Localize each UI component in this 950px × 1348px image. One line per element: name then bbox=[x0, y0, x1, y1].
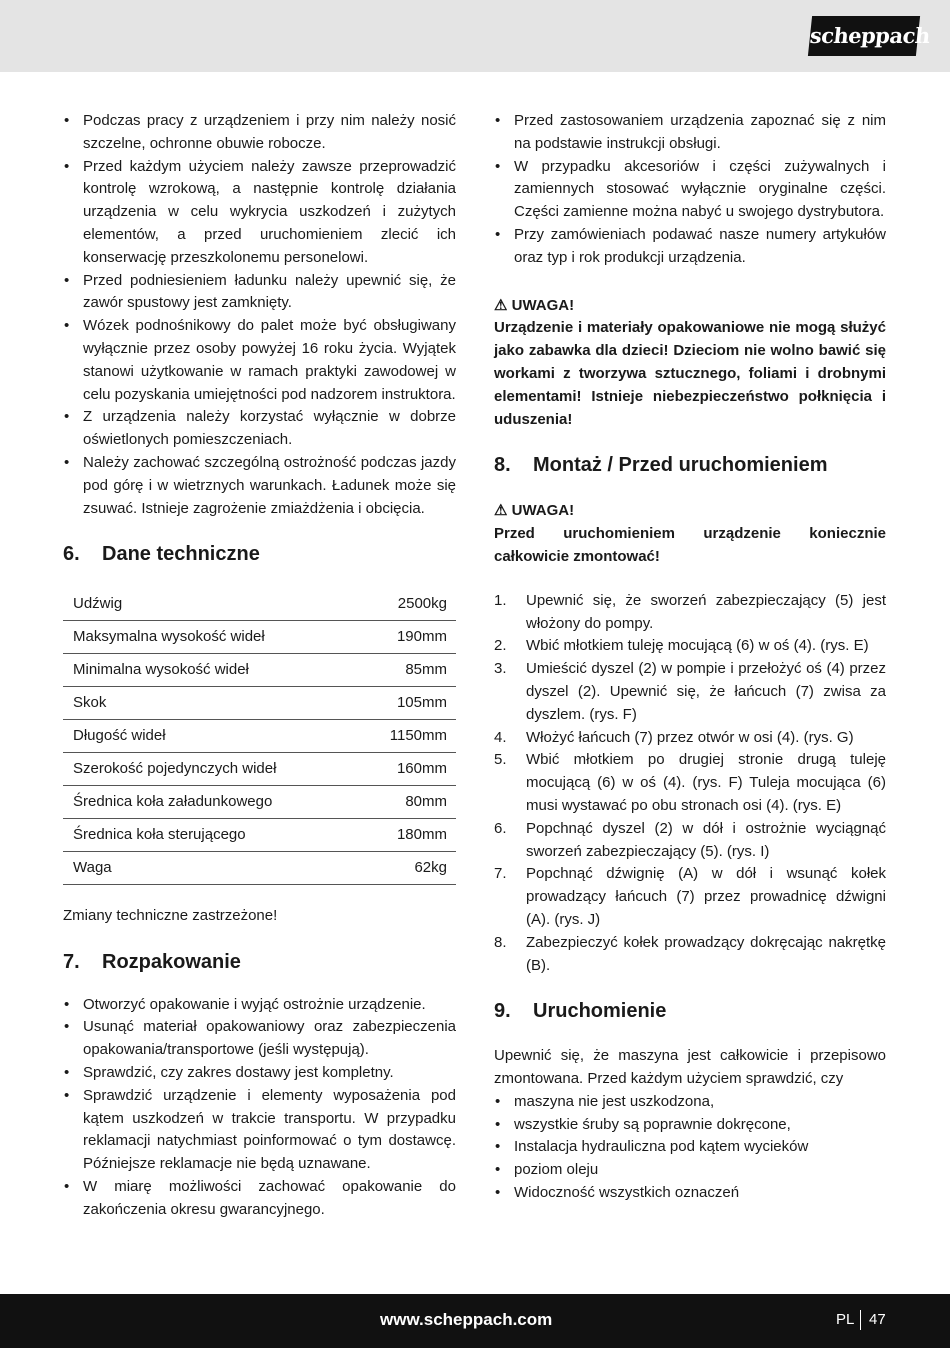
assembly-steps-list bbox=[494, 590, 886, 978]
spec-value: 1150mm bbox=[363, 719, 456, 752]
step-text: Wbić młotkiem tuleję mocującą (6) w oś (4). (rys. E) bbox=[526, 637, 869, 655]
spec-label: Średnica koła sterującego bbox=[63, 818, 363, 851]
table-row bbox=[63, 752, 456, 785]
step-text: Umieścić dyszel (2) w pompie i przełożyć oś (4) przez dyszel (2). Upewnić się, że łańcuch (7) zwisa za dyszlem. (rys. F) bbox=[526, 660, 886, 723]
technical-changes-note: Zmiany techniczne zastrzeżone! bbox=[63, 906, 278, 924]
step-number: 4. bbox=[494, 728, 507, 746]
section-title: Dane techniczne bbox=[102, 543, 260, 566]
table-row bbox=[63, 851, 456, 884]
table-row bbox=[63, 653, 456, 686]
list-item bbox=[494, 590, 886, 636]
language-code: PL bbox=[836, 1311, 855, 1328]
step-text: Popchnąć dźwignię (A) w dół i wsunąć kołek prowadzący łańcuch (7) przez prowadnicę dźwigni (A). (rys. J) bbox=[526, 865, 886, 928]
section-8-heading bbox=[494, 452, 886, 478]
step-text: Popchnąć dyszel (2) w dół i ostrożnie wyciągnąć sworzeń zabezpieczający (5). (rys. I) bbox=[526, 819, 886, 860]
warning-triangle-icon: ⚠ bbox=[494, 502, 508, 520]
list-item: • Sprawdzić, czy zakres dostawy jest kompletny. bbox=[63, 1062, 456, 1085]
spec-label: Udźwig bbox=[63, 587, 363, 620]
assembly-warning bbox=[494, 500, 886, 568]
header-bar bbox=[0, 0, 950, 72]
safety-bullets-list bbox=[63, 110, 456, 520]
table-row bbox=[63, 587, 456, 620]
spec-value: 85mm bbox=[363, 653, 456, 686]
spec-label: Szerokość pojedynczych wideł bbox=[63, 752, 363, 785]
list-item: • Przy zamówieniach podawać nasze numery artykułów oraz typ i rok produkcji urządzenia. bbox=[494, 224, 886, 270]
table-row bbox=[63, 785, 456, 818]
spec-value: 190mm bbox=[363, 620, 456, 653]
spec-label: Minimalna wysokość wideł bbox=[63, 653, 363, 686]
warning-heading bbox=[494, 500, 886, 523]
section-number: 9. bbox=[494, 1000, 511, 1023]
list-item: • Instalacja hydrauliczna pod kątem wycieków bbox=[494, 1136, 886, 1159]
list-item bbox=[494, 749, 886, 817]
packaging-warning bbox=[494, 295, 886, 432]
warning-label: UWAGA! bbox=[511, 502, 575, 520]
list-item bbox=[494, 932, 886, 978]
list-item: • Przed zastosowaniem urządzenia zapoznać się z nim na podstawie instrukcji obsługi. bbox=[494, 110, 886, 156]
unpacking-list bbox=[63, 994, 456, 1222]
instruction-bullets-list bbox=[494, 110, 886, 270]
spec-value: 62kg bbox=[363, 851, 456, 884]
section-9-heading bbox=[494, 998, 886, 1024]
footer-divider bbox=[860, 1310, 861, 1330]
list-item: • Przed podniesieniem ładunku należy upewnić się, że zawór spustowy jest zamknięty. bbox=[63, 270, 456, 316]
list-item: • Wózek podnośnikowy do palet może być obsługiwany wyłącznie przez osoby powyżej 16 roku życia. Wyjątek stanowi użytkowanie w ramach praktyki zawodowej w celu pozyskania umiejętności pod nadzorem instruktora. bbox=[63, 315, 456, 406]
spec-value: 105mm bbox=[363, 686, 456, 719]
step-number: 7. bbox=[494, 865, 507, 883]
section-title: Montaż / Przed uruchomieniem bbox=[533, 454, 828, 477]
spec-label: Maksymalna wysokość wideł bbox=[63, 620, 363, 653]
list-item bbox=[494, 635, 886, 658]
spec-label: Długość wideł bbox=[63, 719, 363, 752]
step-number: 6. bbox=[494, 819, 507, 837]
spec-value: 80mm bbox=[363, 785, 456, 818]
section-number: 8. bbox=[494, 454, 511, 477]
step-number: 2. bbox=[494, 637, 507, 655]
table-row bbox=[63, 686, 456, 719]
startup-checklist bbox=[494, 1091, 886, 1205]
section-title: Rozpakowanie bbox=[102, 950, 241, 973]
list-item bbox=[494, 658, 886, 726]
list-item: • wszystkie śruby są poprawnie dokręcone, bbox=[494, 1114, 886, 1137]
list-item bbox=[494, 818, 886, 864]
warning-text: Przed uruchomieniem urządzenie koniecznie całkowicie zmontować! bbox=[494, 525, 886, 565]
spec-value: 160mm bbox=[363, 752, 456, 785]
section-number: 7. bbox=[63, 950, 80, 973]
spec-label: Średnica koła załadunkowego bbox=[63, 785, 363, 818]
list-item: • Z urządzenia należy korzystać wyłącznie w dobrze oświetlonych pomieszczeniach. bbox=[63, 406, 456, 452]
scheppach-logo: scheppach bbox=[808, 16, 920, 56]
step-number: 1. bbox=[494, 591, 507, 609]
step-text: Wbić młotkiem po drugiej stronie drugą tuleję mocującą (6) w oś (4). (rys. F) Tuleja mocująca (6) musi wystawać po obu stronach osi (4). (rys. E) bbox=[526, 751, 886, 814]
table-row bbox=[63, 719, 456, 752]
footer-bar bbox=[0, 1294, 950, 1348]
step-number: 8. bbox=[494, 933, 507, 951]
list-item: • Przed każdym użyciem należy zawsze przeprowadzić kontrolę wzrokową, a następnie kontrolę działania urządzenia w celu wykrycia uszkodzeń i zużytych elementów, a przed uruchomieniem zlecić ich konserwację przeszkolonemu personelowi. bbox=[63, 156, 456, 270]
list-item: • maszyna nie jest uszkodzona, bbox=[494, 1091, 886, 1114]
website-link[interactable]: www.scheppach.com bbox=[380, 1310, 553, 1329]
spec-label: Waga bbox=[63, 851, 363, 884]
right-column bbox=[494, 110, 886, 1205]
page-number: 47 bbox=[869, 1311, 886, 1328]
step-text: Włożyć łańcuch (7) przez otwór w osi (4). (rys. G) bbox=[526, 728, 854, 746]
step-number: 3. bbox=[494, 660, 507, 678]
section-6-heading bbox=[63, 541, 456, 567]
warning-heading bbox=[494, 295, 886, 318]
list-item: • poziom oleju bbox=[494, 1159, 886, 1182]
list-item: • Otworzyć opakowanie i wyjąć ostrożnie urządzenie. bbox=[63, 994, 456, 1017]
list-item: • Widoczność wszystkich oznaczeń bbox=[494, 1182, 886, 1205]
warning-triangle-icon: ⚠ bbox=[494, 296, 508, 314]
section-number: 6. bbox=[63, 543, 80, 566]
list-item: • Podczas pracy z urządzeniem i przy nim należy nosić szczelne, ochronne obuwie robocze. bbox=[63, 110, 456, 156]
list-item: • W przypadku akcesoriów i części zużywalnych i zamiennych stosować wyłącznie oryginalne części. Części zamienne można nabyć u swojego dystrybutora. bbox=[494, 156, 886, 224]
technical-data-table bbox=[63, 587, 456, 885]
spec-value: 180mm bbox=[363, 818, 456, 851]
step-number: 5. bbox=[494, 751, 507, 769]
table-row bbox=[63, 818, 456, 851]
spec-value: 2500kg bbox=[363, 587, 456, 620]
section-7-heading bbox=[63, 949, 456, 975]
list-item: • W miarę możliwości zachować opakowanie do zakończenia okresu gwarancyjnego. bbox=[63, 1176, 456, 1222]
left-column bbox=[63, 110, 456, 1222]
warning-label: UWAGA! bbox=[511, 296, 575, 314]
spec-label: Skok bbox=[63, 686, 363, 719]
section-title: Uruchomienie bbox=[533, 1000, 667, 1023]
warning-text: Urządzenie i materiały opakowaniowe nie mogą służyć jako zabawka dla dzieci! Dzieciom nie wolno bawić się workami z tworzywa sztucznego, foliami i drobnymi elementami! Istnieje niebezpieczeństwo połknięcia i uduszenia! bbox=[494, 319, 886, 428]
startup-intro: Upewnić się, że maszyna jest całkowicie i przepisowo zmontowana. Przed każdym użyciem sprawdzić, czy bbox=[494, 1047, 886, 1088]
step-text: Upewnić się, że sworzeń zabezpieczający (5) jest włożony do pompy. bbox=[526, 591, 886, 632]
list-item bbox=[494, 727, 886, 750]
list-item bbox=[494, 863, 886, 931]
list-item: • Usunąć materiał opakowaniowy oraz zabezpieczenia opakowania/transportowe (jeśli występują). bbox=[63, 1016, 456, 1062]
list-item: • Sprawdzić urządzenie i elementy wyposażenia pod kątem uszkodzeń w trakcie transportu. W przypadku reklamacji natychmiast poinformować o tym dostawcę. Późniejsze reklamacje nie będą uznawane. bbox=[63, 1085, 456, 1176]
list-item: • Należy zachować szczególną ostrożność podczas jazdy pod górę i w wietrznych warunkach. Ładunek może się zsuwać. Istnieje zagrożenie zmiażdżenia i obcięcia. bbox=[63, 452, 456, 520]
step-text: Zabezpieczyć kołek prowadzący dokręcając nakrętkę (B). bbox=[526, 933, 886, 974]
table-row bbox=[63, 620, 456, 653]
